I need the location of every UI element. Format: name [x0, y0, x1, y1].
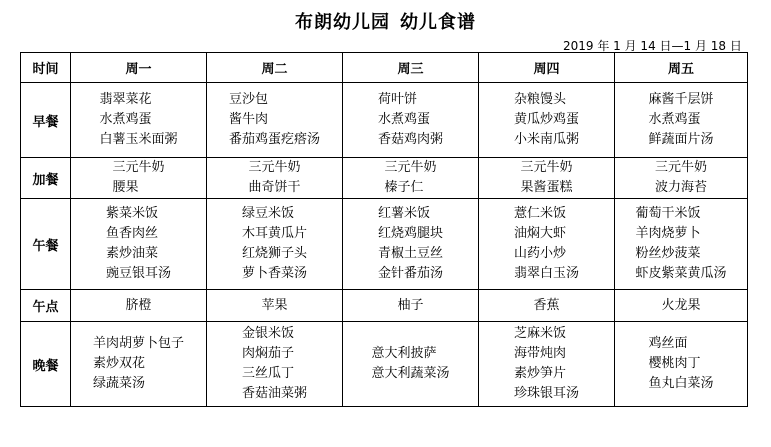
- menu-cell: [207, 290, 343, 322]
- day-header: 周三: [343, 53, 479, 83]
- dish-item: 红烧狮子头: [241, 246, 307, 261]
- menu-cell: [343, 322, 479, 407]
- dish-list: [648, 90, 713, 150]
- dish-item: 羊肉烧萝卜: [635, 226, 701, 241]
- dish-item: 曲奇饼干: [248, 180, 301, 195]
- menu-cell: [479, 199, 615, 290]
- dish-item: 金银米饭: [241, 326, 294, 341]
- dish-item: 绿豆米饭: [241, 206, 294, 221]
- dish-item: 三元牛奶: [112, 160, 165, 175]
- dish-list: [378, 204, 443, 284]
- day-header: 周二: [207, 53, 343, 83]
- dish-item: 杂粮馒头: [513, 92, 566, 107]
- dish-item: 豌豆银耳汤: [105, 266, 171, 281]
- corner-header: 时间: [21, 53, 71, 83]
- menu-cell: [207, 199, 343, 290]
- dish-item: 柚子: [397, 297, 424, 313]
- dish-list: [261, 296, 287, 316]
- dish-item: 油焖大虾: [513, 226, 566, 241]
- day-header: 周一: [71, 53, 207, 83]
- dish-item: 虾皮紫菜黄瓜汤: [635, 266, 727, 281]
- day-header: 周五: [615, 53, 748, 83]
- dish-list: [99, 90, 177, 150]
- dish-item: 青椒土豆丝: [377, 246, 443, 261]
- dish-list: [384, 158, 436, 198]
- dish-list: [125, 296, 151, 316]
- dish-item: 三元牛奶: [248, 160, 301, 175]
- meal-label: 加餐: [21, 158, 71, 199]
- dish-item: 香菇鸡肉粥: [377, 132, 443, 147]
- dish-list: [661, 296, 700, 316]
- page-title: [0, 8, 771, 34]
- dish-item: 红烧鸡腿块: [377, 226, 443, 241]
- dish-item: 翡翠白玉汤: [513, 266, 579, 281]
- menu-cell: [71, 83, 207, 158]
- menu-cell: [479, 83, 615, 158]
- menu-cell: [615, 158, 748, 199]
- dish-item: 意大利披萨: [371, 346, 437, 361]
- menu-cell: [71, 322, 207, 407]
- dish-item: 山药小炒: [513, 246, 566, 261]
- dish-list: [112, 158, 164, 198]
- dish-list: [648, 334, 713, 394]
- menu-cell: [343, 83, 479, 158]
- dish-item: 素炒笋片: [513, 366, 566, 381]
- meal-label: 午点: [21, 290, 71, 322]
- dish-item: 番茄鸡蛋疙瘩汤: [228, 132, 320, 147]
- dish-item: 红薯米饭: [377, 206, 430, 221]
- dish-item: 翡翠菜花: [99, 92, 152, 107]
- dish-item: 脐橙: [125, 297, 152, 313]
- menu-cell: [207, 83, 343, 158]
- dish-item: 粉丝炒菠菜: [635, 246, 701, 261]
- dish-item: 酱牛肉: [228, 112, 268, 127]
- dish-list: [397, 296, 423, 316]
- meal-label: 晚餐: [21, 322, 71, 407]
- dish-list: [520, 158, 572, 198]
- dish-item: 鱼香肉丝: [105, 226, 158, 241]
- dish-item: 豆沙包: [228, 92, 268, 107]
- dish-list: [93, 334, 184, 394]
- dish-item: 素炒双花: [92, 356, 145, 371]
- dish-item: 腰果: [112, 180, 139, 195]
- menu-cell: [71, 158, 207, 199]
- dish-item: 薏仁米饭: [513, 206, 566, 221]
- dish-item: 肉焖茄子: [241, 346, 294, 361]
- dish-item: 榛子仁: [384, 180, 424, 195]
- dish-item: 珍珠银耳汤: [513, 386, 579, 401]
- meal-row: [21, 158, 748, 199]
- dish-item: 三元牛奶: [384, 160, 437, 175]
- dish-item: 苹果: [261, 297, 288, 313]
- dish-item: 果酱蛋糕: [520, 180, 573, 195]
- menu-cell: [615, 322, 748, 407]
- menu-cell: [343, 290, 479, 322]
- dish-item: 葡萄干米饭: [635, 206, 701, 221]
- meal-row: [21, 322, 748, 407]
- dish-item: 鸡丝面: [648, 336, 688, 351]
- dish-list: [242, 324, 307, 404]
- day-header: 周四: [479, 53, 615, 83]
- dish-item: 荷叶饼: [377, 92, 417, 107]
- meal-label: 午餐: [21, 199, 71, 290]
- dish-item: 三元牛奶: [520, 160, 573, 175]
- menu-cell: [207, 158, 343, 199]
- dish-list: [533, 296, 559, 316]
- dish-item: 水煮鸡蛋: [648, 112, 701, 127]
- dish-item: 麻酱千层饼: [648, 92, 714, 107]
- dish-item: 香蕉: [533, 297, 560, 313]
- dish-item: 意大利蔬菜汤: [371, 366, 450, 381]
- dish-item: 萝卜香菜汤: [241, 266, 307, 281]
- meal-row: [21, 199, 748, 290]
- dish-item: 水煮鸡蛋: [99, 112, 152, 127]
- dish-list: [635, 204, 726, 284]
- dish-item: 黄瓜炒鸡蛋: [513, 112, 579, 127]
- dish-item: 三元牛奶: [654, 160, 707, 175]
- menu-cell: [71, 290, 207, 322]
- meal-row: [21, 83, 748, 158]
- dish-list: [514, 204, 579, 284]
- header-row: [21, 53, 748, 83]
- dish-list: [514, 324, 579, 404]
- dish-item: 三丝瓜丁: [241, 366, 294, 381]
- dish-item: 素炒油菜: [105, 246, 158, 261]
- dish-item: 海带炖肉: [513, 346, 566, 361]
- dish-item: 鲜蔬面片汤: [648, 132, 714, 147]
- menu-cell: [343, 199, 479, 290]
- dish-list: [378, 90, 443, 150]
- dish-item: 金针番茄汤: [377, 266, 443, 281]
- dish-item: 小米南瓜粥: [513, 132, 579, 147]
- dish-item: 樱桃肉丁: [648, 356, 701, 371]
- dish-item: 鱼丸白菜汤: [648, 376, 714, 391]
- document-title: 幼儿食谱: [400, 12, 476, 33]
- menu-table: [20, 52, 748, 407]
- menu-cell: [479, 322, 615, 407]
- school-name: 布朗幼儿园: [295, 12, 390, 33]
- dish-list: [371, 344, 449, 384]
- date-range: 2019 年 1 月 14 日—1 月 18 日: [563, 39, 742, 53]
- dish-item: 木耳黄瓜片: [241, 226, 307, 241]
- dish-item: 波力海苔: [654, 180, 707, 195]
- dish-item: 白薯玉米面粥: [99, 132, 178, 147]
- dish-list: [242, 204, 307, 284]
- meal-label: 早餐: [21, 83, 71, 158]
- dish-list: [514, 90, 579, 150]
- menu-cell: [71, 199, 207, 290]
- dish-item: 火龙果: [661, 297, 701, 313]
- menu-cell: [615, 83, 748, 158]
- meal-row: [21, 290, 748, 322]
- menu-cell: [207, 322, 343, 407]
- menu-cell: [479, 158, 615, 199]
- menu-cell: [615, 290, 748, 322]
- dish-item: 紫菜米饭: [105, 206, 158, 221]
- dish-list: [248, 158, 300, 198]
- menu-cell: [479, 290, 615, 322]
- dish-item: 芝麻米饭: [513, 326, 566, 341]
- dish-list: [106, 204, 171, 284]
- dish-item: 香菇油菜粥: [241, 386, 307, 401]
- menu-cell: [343, 158, 479, 199]
- dish-item: 羊肉胡萝卜包子: [92, 336, 184, 351]
- dish-list: [229, 90, 320, 150]
- menu-cell: [615, 199, 748, 290]
- dish-list: [655, 158, 707, 198]
- dish-item: 绿蔬菜汤: [92, 376, 145, 391]
- dish-item: 水煮鸡蛋: [377, 112, 430, 127]
